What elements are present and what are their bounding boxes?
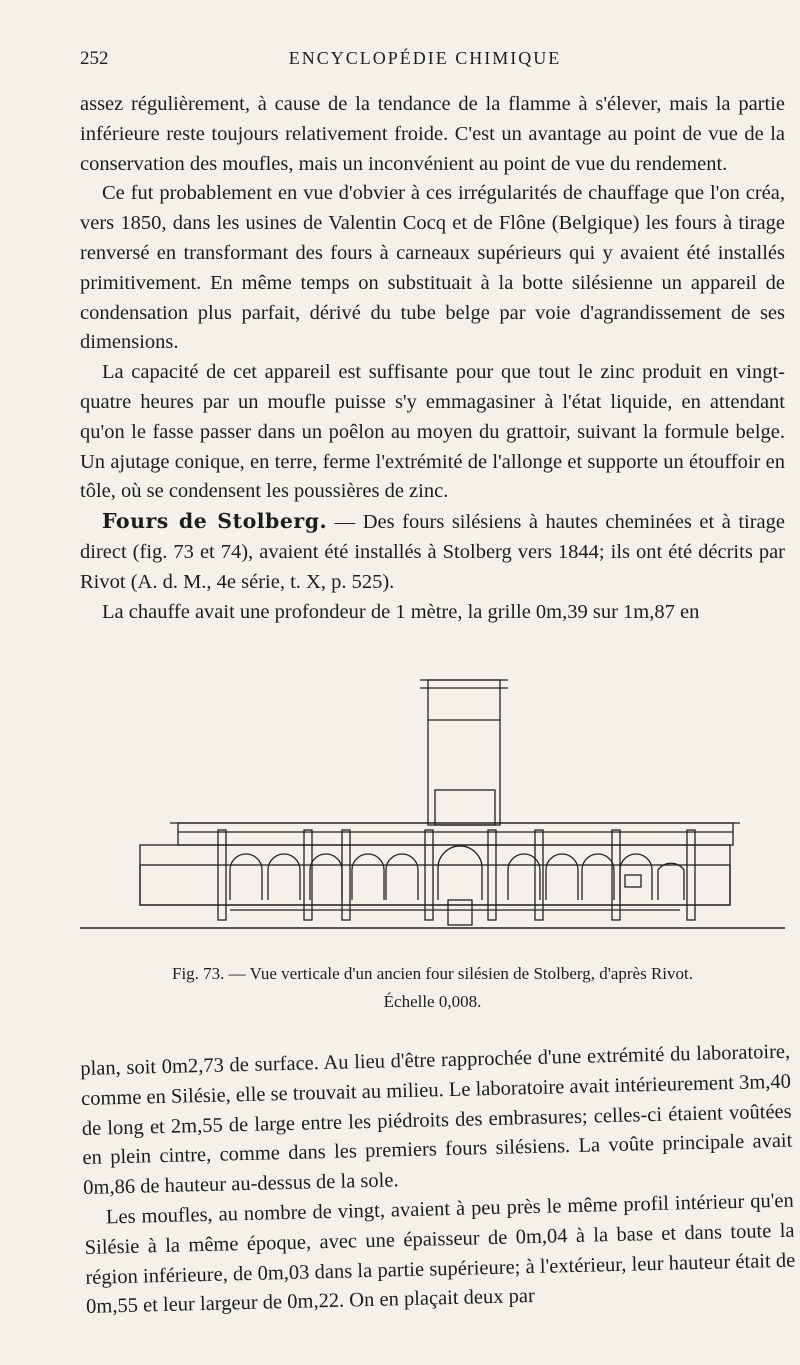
- section-text: — Des fours silésiens à hautes cheminées et à tirage direct (fig. 73 et 74), avaient été installés à Stolberg vers 1844; ils ont été décrits par Rivot (A. d. M., 4e série, t. X, p. 525).: [80, 511, 785, 593]
- section-heading: Fours de Stolberg.: [102, 509, 328, 534]
- lower-text-block: [80, 1038, 796, 1323]
- paragraph-1: assez régulièrement, à cause de la tendance de la flamme à s'élever, mais la partie inférieure reste toujours relativement froide. C'est un avantage au point de vue de la conservation des moufles, mais un inconvénient au point de vue du rendement.: [80, 93, 785, 175]
- upper-text-block: [80, 90, 785, 627]
- paragraph-2: Ce fut probablement en vue d'obvier à ces irrégularités de chauffage que l'on créa, vers 1850, dans les usines de Valentin Cocq et de Flône (Belgique) les fours à tirage renversé en transformant des fours à carneaux supérieurs qui y avaient été installés primitivement. En même temps on substituait à la botte silésienne un appareil de condensation plus parfait, dérivé du tube belge par voie d'agrandissement de ses dimensions.: [80, 182, 785, 354]
- figure-caption: [80, 960, 785, 1016]
- running-title: ENCYCLOPÉDIE CHIMIQUE: [288, 48, 562, 68]
- page-number: 252: [80, 48, 109, 69]
- paragraph-measure: La chauffe avait une profondeur de 1 mètre, la grille 0m,39 sur 1m,87 en: [102, 600, 700, 623]
- lower-paragraph-2: Les moufles, au nombre de vingt, avaient à peu près le même profil intérieur qu'en Silésie à la même époque, avec une épaisseur de 0m,04 à la base et dans toute la région inférieure, de 0m,03 dans la partie supérieure; à l'extérieur, leur hauteur était de 0m,55 et leur largeur de 0m,22. On en plaçait deux par: [84, 1189, 796, 1319]
- furnace-elevation-figure: [80, 660, 785, 930]
- caption-line-1: Fig. 73. — Vue verticale d'un ancien four silésien de Stolberg, d'après Rivot.: [172, 964, 693, 983]
- caption-line-2: Échelle 0,008.: [383, 992, 482, 1011]
- section-paragraph: [80, 507, 785, 597]
- paragraph-3: La capacité de cet appareil est suffisante pour que tout le zinc produit en vingt-quatre heures par un moufle puisse s'y emmagasiner à l'état liquide, en attendant qu'on le fasse passer dans un poêlon au moyen du grattoir, suivant la formule belge. Un ajutage conique, en terre, ferme l'extrémité de l'allonge et supporte un étouffoir en tôle, où se condensent les poussières de zinc.: [80, 361, 785, 503]
- page-header: [80, 48, 770, 78]
- lower-paragraph-1: plan, soit 0m2,73 de surface. Au lieu d'être rapprochée d'une extrémité du laboratoire, comme en Silésie, elle se trouvait au milieu. Le laboratoire avait intérieurement 3m,40 de long et 2m,55 de large entre les piédroits des embrasures; celles-ci étaient voûtées en plein cintre, comme dans les premiers fours silésiens. La voûte principale avait 0m,86 de hauteur au-dessus de la sole.: [80, 1040, 793, 1200]
